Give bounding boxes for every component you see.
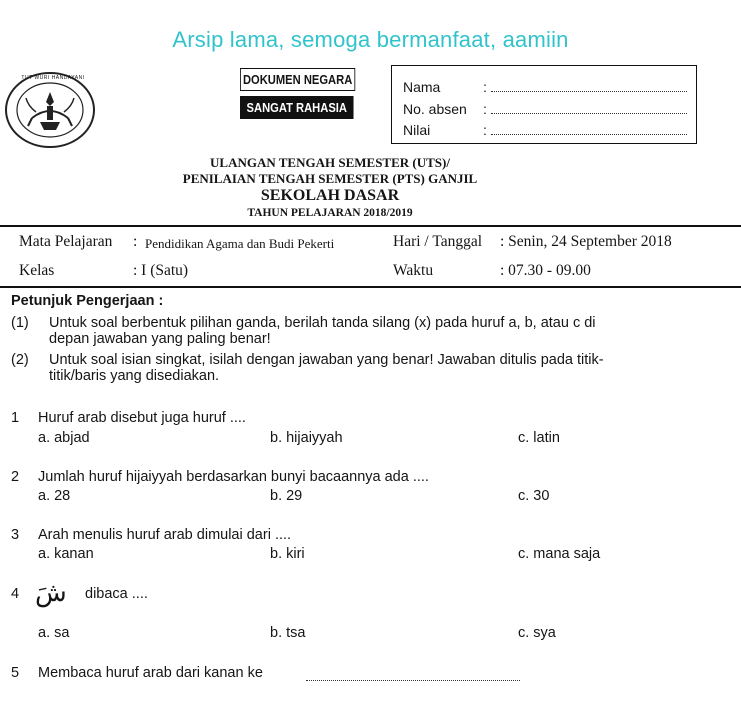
question-number: 4 — [11, 586, 20, 602]
subject-value: Pendidikan Agama dan Budi Pekerti — [145, 236, 335, 251]
option-c[interactable]: c. mana saja — [518, 546, 601, 562]
tut-wuri-handayani-emblem-icon — [2, 70, 102, 150]
time-label: Waktu — [393, 262, 434, 279]
option-c[interactable]: c. 30 — [518, 488, 550, 504]
instructions-title: Petunjuk Pengerjaan : — [11, 293, 164, 309]
divider — [0, 286, 741, 288]
document-classification — [240, 68, 354, 119]
absen-separator: : — [483, 101, 487, 117]
watermark-text: Arsip lama, semoga bermanfaat, aamiin — [172, 27, 569, 52]
question-text: dibaca .... — [85, 586, 148, 602]
school-level: SEKOLAH DASAR — [260, 187, 400, 204]
arabic-letter-syin: شَ — [35, 578, 67, 608]
score-row — [403, 122, 687, 138]
option-b[interactable]: b. hijaiyyah — [270, 430, 343, 446]
score-label: Nilai — [403, 122, 431, 138]
subject-label: Mata Pelajaran — [19, 233, 113, 250]
instruction-number: (1) — [11, 315, 29, 331]
instruction-line: depan jawaban yang paling benar! — [49, 331, 271, 347]
name-field[interactable] — [491, 81, 687, 92]
option-a[interactable]: a. sa — [38, 625, 70, 641]
option-a[interactable]: a. 28 — [38, 488, 71, 504]
student-identity-box — [391, 65, 697, 144]
option-b[interactable]: b. kiri — [270, 546, 305, 562]
academic-year: TAHUN PELAJARAN 2018/2019 — [247, 207, 413, 219]
option-c[interactable]: c. sya — [518, 625, 556, 641]
name-label: Nama — [403, 79, 441, 95]
score-field[interactable] — [491, 124, 687, 135]
option-b[interactable]: b. tsa — [270, 625, 306, 641]
time-value: : 07.30 - 09.00 — [500, 262, 591, 279]
question-text: Arah menulis huruf arab dimulai dari .... — [38, 527, 292, 543]
exam-title-line-1: ULANGAN TENGAH SEMESTER (UTS)/ — [210, 155, 450, 170]
instruction-number: (2) — [11, 352, 29, 368]
absen-row — [403, 101, 687, 117]
instruction-line: titik/baris yang disediakan. — [49, 368, 220, 384]
question-text: Membaca huruf arab dari kanan ke — [38, 665, 263, 681]
score-separator: : — [483, 122, 487, 138]
option-c[interactable]: c. latin — [518, 430, 560, 446]
classification-line-1: DOKUMEN NEGARA — [240, 68, 355, 91]
date-label: Hari / Tanggal — [393, 233, 483, 250]
name-separator: : — [483, 79, 487, 95]
answer-field[interactable] — [306, 680, 520, 681]
option-b[interactable]: b. 29 — [270, 488, 303, 504]
subject-separator: : — [133, 233, 138, 250]
question-text: Huruf arab disebut juga huruf .... — [38, 410, 246, 426]
logo-motto: TUT WURI HANDAYANI — [21, 75, 85, 81]
option-a[interactable]: a. kanan — [38, 546, 94, 562]
question-number: 3 — [11, 527, 20, 543]
instruction-line: Untuk soal berbentuk pilihan ganda, berilah tanda silang (x) pada huruf a, b, atau c di — [49, 315, 596, 331]
question-number: 5 — [11, 665, 20, 681]
instruction-line: Untuk soal isian singkat, isilah dengan jawaban yang benar! Jawaban ditulis pada titik- — [49, 352, 604, 368]
date-value: : Senin, 24 September 2018 — [500, 233, 672, 250]
class-value: : I (Satu) — [133, 262, 189, 279]
question-number: 1 — [11, 410, 20, 426]
option-a[interactable]: a. abjad — [38, 430, 90, 446]
class-label: Kelas — [19, 262, 55, 279]
question-number: 2 — [11, 469, 20, 485]
name-row — [403, 79, 687, 95]
exam-title-line-2: PENILAIAN TENGAH SEMESTER (PTS) GANJIL — [182, 171, 478, 186]
absen-label: No. absen — [403, 101, 467, 117]
divider — [0, 225, 741, 227]
question-text: Jumlah huruf hijaiyyah berdasarkan bunyi bacaannya ada .... — [38, 469, 429, 485]
absen-field[interactable] — [491, 103, 687, 114]
classification-line-2: SANGAT RAHASIA — [240, 96, 354, 119]
